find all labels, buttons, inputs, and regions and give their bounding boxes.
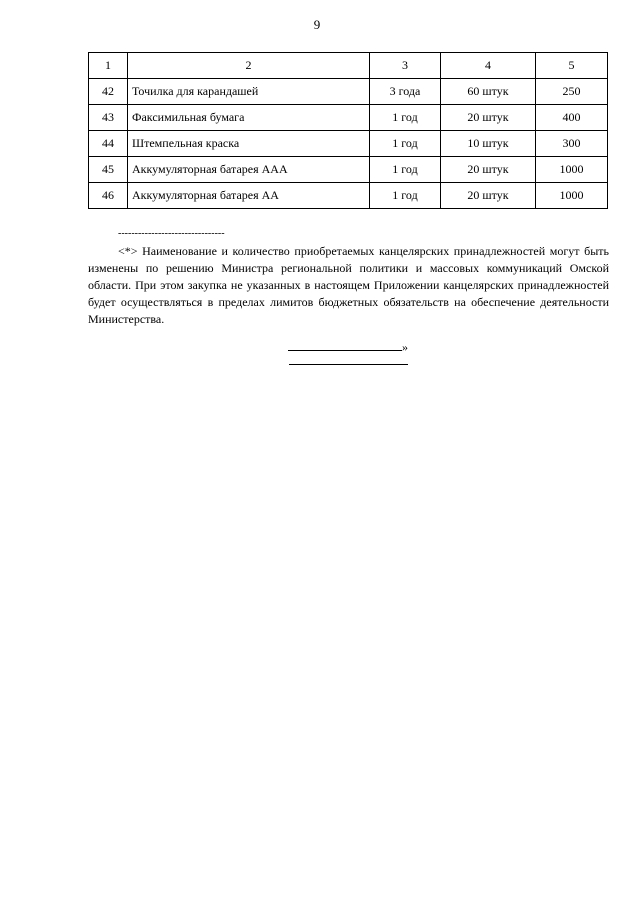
item-price: 1000 (536, 157, 608, 183)
item-name: Аккумуляторная батарея ААА (128, 157, 370, 183)
closing-rule (289, 364, 408, 365)
items-table (88, 52, 608, 209)
footnote-separator: -------------------------------- (118, 228, 225, 239)
item-quantity: 60 штук (441, 79, 536, 105)
table-row (89, 105, 608, 131)
header-cell-5: 5 (536, 53, 608, 79)
header-cell-1: 1 (89, 53, 128, 79)
item-period: 3 года (370, 79, 441, 105)
item-quantity: 10 штук (441, 131, 536, 157)
closing-quote-mark: » (402, 340, 408, 354)
item-period: 1 год (370, 183, 441, 209)
row-number: 45 (89, 157, 128, 183)
table-row (89, 79, 608, 105)
item-quantity: 20 штук (441, 157, 536, 183)
footnote-text: <*> Наименование и количество приобретаемых канцелярских принадлежностей могут быть изменены по решению Министра региональной политики и массовых коммуникаций Омской области. При этом закупка не указанных в настоящем Приложении канцелярских принадлежностей будет осуществляться в пределах лимитов бюджетных обязательств на обеспечение деятельности Министерства. (88, 244, 609, 326)
table-row (89, 131, 608, 157)
item-price: 300 (536, 131, 608, 157)
item-price: 250 (536, 79, 608, 105)
row-number: 43 (89, 105, 128, 131)
item-name: Штемпельная краска (128, 131, 370, 157)
signature-underline (288, 338, 402, 351)
item-period: 1 год (370, 105, 441, 131)
table-header-row (89, 53, 608, 79)
row-number: 42 (89, 79, 128, 105)
header-cell-2: 2 (128, 53, 370, 79)
item-name: Факсимильная бумага (128, 105, 370, 131)
closing-signature-line (288, 338, 408, 355)
item-quantity: 20 штук (441, 105, 536, 131)
header-cell-3: 3 (370, 53, 441, 79)
page-number: 9 (313, 17, 321, 32)
item-name: Точилка для карандашей (128, 79, 370, 105)
item-quantity: 20 штук (441, 183, 536, 209)
item-period: 1 год (370, 131, 441, 157)
item-name: Аккумуляторная батарея АА (128, 183, 370, 209)
header-cell-4: 4 (441, 53, 536, 79)
item-price: 1000 (536, 183, 608, 209)
item-period: 1 год (370, 157, 441, 183)
table-row (89, 183, 608, 209)
table-row (89, 157, 608, 183)
row-number: 46 (89, 183, 128, 209)
row-number: 44 (89, 131, 128, 157)
item-price: 400 (536, 105, 608, 131)
